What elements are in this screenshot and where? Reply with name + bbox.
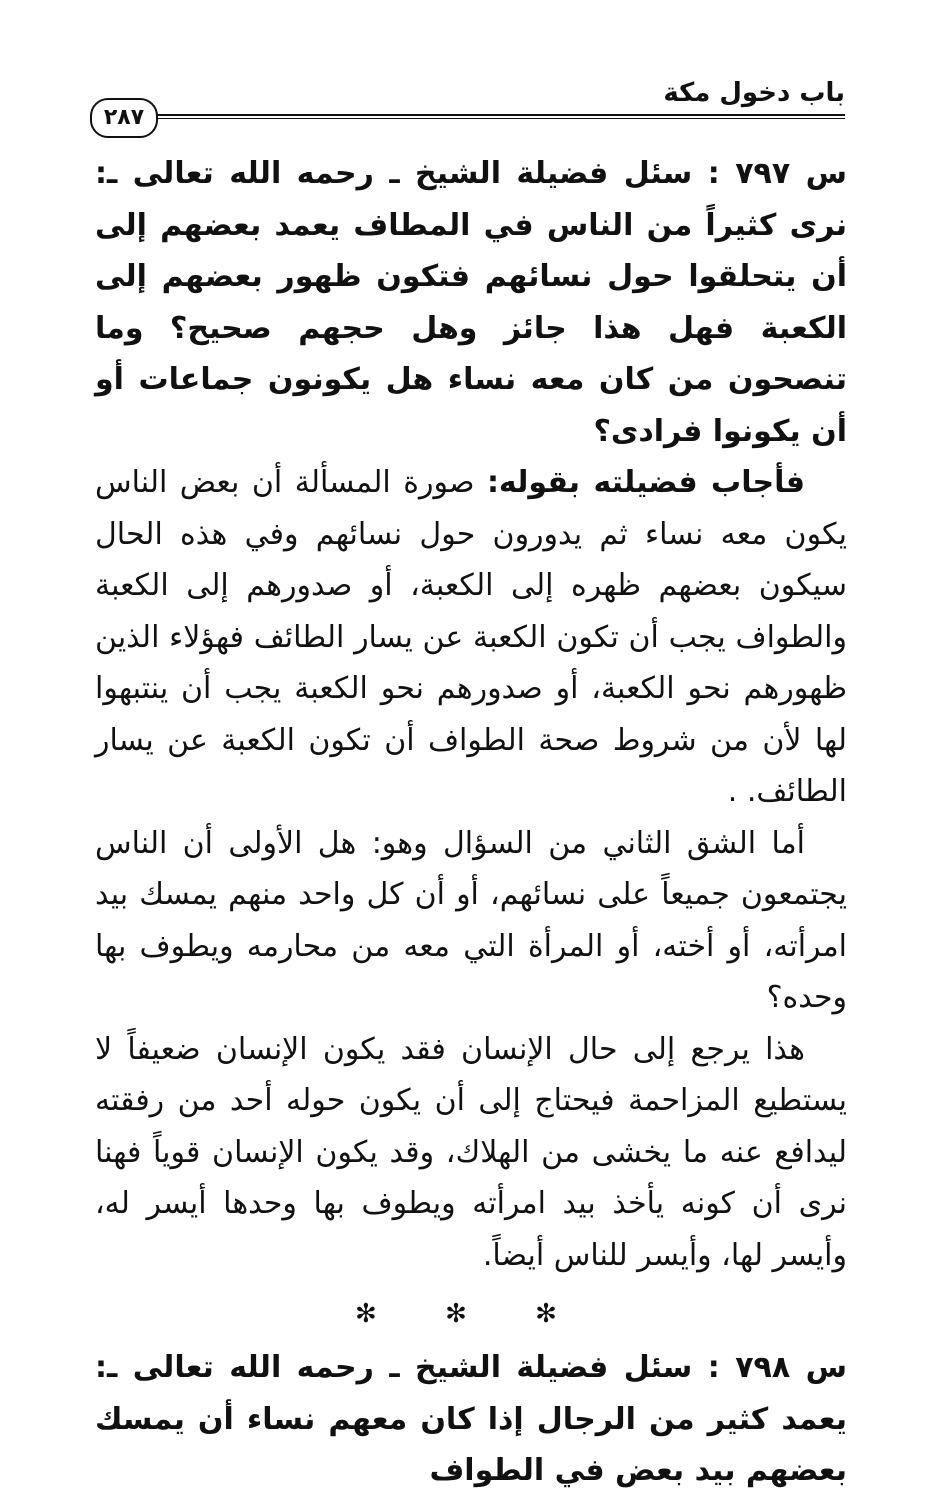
- question-798-label: س ٧٩٨: [735, 1350, 847, 1385]
- page-body: [95, 148, 847, 1497]
- question-797: [95, 148, 847, 457]
- section-separator: ✻ ✻ ✻: [355, 1299, 587, 1329]
- question-797-label: س ٧٩٧: [735, 156, 847, 191]
- running-header: [90, 70, 845, 130]
- question-798: [95, 1342, 847, 1497]
- answer-text: صورة المسألة أن بعض الناس يكون معه نساء ثم يدورون حول نسائهم وفي هذه الحال سيكون بعضهم ظهره إلى الكعبة، أو صدورهم إلى الكعبة والطواف يجب أن تكون الكعبة عن يسار الطائف فهؤلاء الذين ظهورهم نحو الكعبة، أو صدورهم نحو الكعبة يجب أن ينتبهوا لها لأن من شروط صحة الطواف أن تكون الكعبة عن يسار الطائف. .: [95, 465, 847, 809]
- question-797-text: : سئل فضيلة الشيخ ـ رحمه الله تعالى ـ: نرى كثيراً من الناس في المطاف يعمد بعضهم إلى أن يتحلقوا حول نسائهم فتكون ظهور بعضهم إلى الكعبة فهل هذا جائز وهل حجهم صحيح؟ وما تنصحون من كان معه نساء هل يكونون جماعات أو أن يكونوا فرادى؟: [95, 156, 847, 449]
- chapter-title: باب دخول مكة: [663, 78, 845, 108]
- question-798-text: : سئل فضيلة الشيخ ـ رحمه الله تعالى ـ: يعمد كثير من الرجال إذا كان معهم نساء أن يمسك بعضهم بيد بعض في الطواف: [95, 1350, 847, 1488]
- answer-paragraph-3: هذا يرجع إلى حال الإنسان فقد يكون الإنسان ضعيفاً لا يستطيع المزاحمة فيحتاج إلى أن يكون حوله أحد من رفقته ليدافع عنه ما يخشى من الهلاك، وقد يكون الإنسان قوياً فهنا نرى أن كونه يأخذ بيد امرأته ويطوف بها وحدها أيسر له، وأيسر لها، وأيسر للناس أيضاً.: [95, 1031, 847, 1273]
- page-number: ٢٨٧: [90, 98, 158, 138]
- header-rule-thin: [156, 118, 845, 119]
- answer-paragraph-2: أما الشق الثاني من السؤال وهو: هل الأولى أن الناس يجتمعون جميعاً على نسائهم، أو أن كل واحد منهم يمسك بيد امرأته، أو أخته، أو المرأة التي معه من محارمه ويطوف بها وحده؟: [95, 825, 847, 1015]
- answer-lead: فأجاب فضيلته بقوله:: [486, 465, 805, 500]
- answer-paragraph-1: [95, 457, 847, 818]
- header-rule: [156, 114, 845, 116]
